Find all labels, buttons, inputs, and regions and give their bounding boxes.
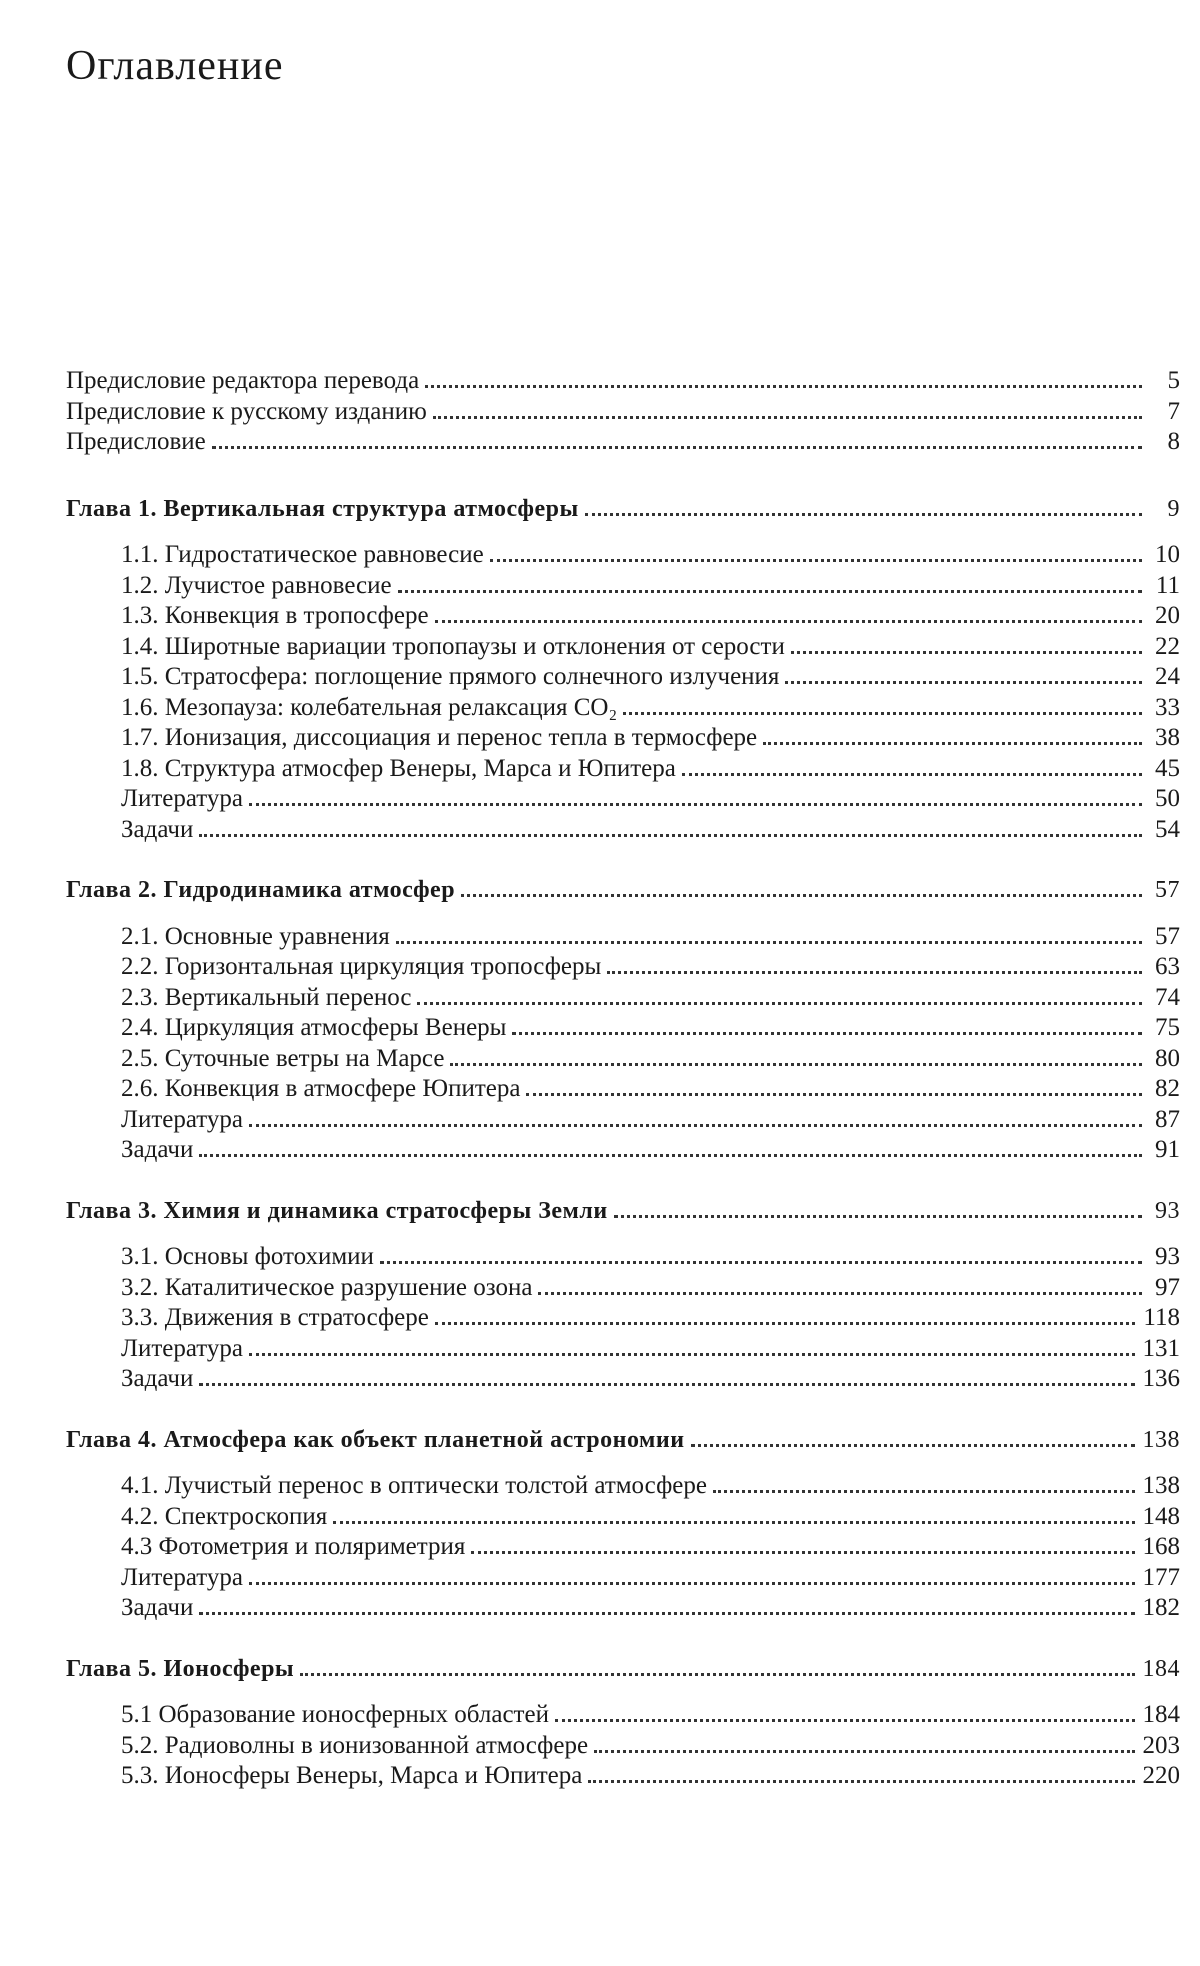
section-entry [66, 754, 1180, 785]
section-label: 5.3. Ионосферы Венеры, Марса и Юпитера [121, 1762, 583, 1789]
chapter-title: Глава 2. Гидродинамика атмосфер [66, 877, 456, 903]
section-page: 91 [1155, 1136, 1180, 1163]
section-entry [66, 983, 1180, 1014]
dot-leader [435, 1322, 1136, 1325]
toc-entry-page: 8 [1167, 428, 1180, 455]
section-page: 24 [1155, 663, 1180, 690]
section-page: 93 [1155, 1243, 1180, 1270]
dot-leader [333, 1521, 1134, 1524]
chapter-heading [66, 494, 1180, 525]
section-entry [66, 1273, 1180, 1304]
dot-leader [471, 1551, 1134, 1554]
toc-entry-page: 7 [1167, 397, 1180, 425]
toc-entry [66, 427, 1180, 458]
section-entry [66, 1593, 1180, 1624]
section-entry [66, 1471, 1180, 1502]
dot-leader [425, 385, 1142, 388]
section-page: 38 [1155, 724, 1180, 751]
dot-leader [199, 1383, 1134, 1386]
dot-leader [249, 803, 1142, 806]
section-label: 1.5. Стратосфера: поглощение прямого солнечного излучения [121, 663, 780, 690]
chapter-3 [66, 1196, 1180, 1395]
section-entry [66, 1502, 1180, 1533]
section-page: 11 [1155, 571, 1180, 599]
section-entry [66, 1334, 1180, 1365]
section-page: 168 [1142, 1533, 1180, 1560]
section-page: 203 [1142, 1731, 1180, 1759]
section-entry [66, 1044, 1180, 1075]
section-entry [66, 571, 1180, 602]
section-page: 80 [1155, 1044, 1180, 1072]
section-label: Задачи [121, 1136, 194, 1163]
section-label: 2.5. Суточные ветры на Марсе [121, 1044, 445, 1072]
dot-leader [490, 559, 1142, 562]
section-entry [66, 1364, 1180, 1395]
section-entry [66, 1303, 1180, 1334]
section-page: 54 [1155, 815, 1180, 843]
section-entry [66, 815, 1180, 846]
section-label: 1.6. Мезопауза: колебательная релаксация CO₂ [121, 693, 618, 721]
dot-leader [785, 681, 1142, 684]
dot-leader [614, 1215, 1142, 1218]
chapter-title: Глава 3. Химия и динамика стратосферы Земли [66, 1197, 608, 1224]
section-entry [66, 723, 1180, 754]
section-entry [66, 952, 1180, 983]
section-label: 3.1. Основы фотохимии [121, 1243, 374, 1270]
section-page: 33 [1155, 693, 1180, 721]
section-page: 87 [1155, 1105, 1180, 1133]
chapter-heading [66, 875, 1180, 906]
section-label: 4.2. Спектроскопия [121, 1502, 328, 1530]
chapter-page: 93 [1155, 1197, 1180, 1224]
dot-leader [623, 712, 1142, 715]
section-page: 131 [1142, 1334, 1180, 1362]
dot-leader [433, 416, 1142, 419]
section-entry [66, 1532, 1180, 1563]
dot-leader [199, 1612, 1134, 1615]
section-page: 184 [1142, 1701, 1180, 1728]
section-entry [66, 1135, 1180, 1166]
chapter-1 [66, 494, 1180, 846]
section-entry [66, 1013, 1180, 1044]
dot-leader [199, 1154, 1142, 1157]
section-page: 220 [1142, 1762, 1180, 1789]
toc-entry-label: Предисловие к русскому изданию [66, 397, 427, 425]
section-entry [66, 1563, 1180, 1594]
section-page: 10 [1155, 541, 1180, 568]
chapter-page: 138 [1142, 1426, 1180, 1453]
dot-leader [585, 513, 1142, 516]
toc-entry [66, 397, 1180, 428]
dot-leader [791, 651, 1142, 654]
section-label: 5.1 Образование ионосферных областей [121, 1701, 549, 1728]
section-page: 20 [1155, 602, 1180, 629]
section-entry [66, 601, 1180, 632]
section-page: 136 [1142, 1365, 1180, 1392]
dot-leader [396, 941, 1142, 944]
section-entry [66, 784, 1180, 815]
section-label: 1.2. Лучистое равновесие [121, 571, 392, 599]
section-page: 118 [1143, 1304, 1180, 1331]
chapter-page: 184 [1142, 1655, 1180, 1682]
chapter-title: Глава 5. Ионосферы [66, 1655, 295, 1682]
chapter-page: 9 [1167, 495, 1180, 522]
dot-leader [212, 446, 1142, 449]
dot-leader [526, 1093, 1142, 1096]
section-label: Задачи [121, 1365, 194, 1392]
section-label: Литература [121, 1334, 243, 1362]
section-entry [66, 1242, 1180, 1273]
chapter-heading [66, 1425, 1180, 1456]
section-label: 1.7. Ионизация, диссоциация и перенос тепла в термосфере [121, 724, 758, 751]
section-page: 97 [1155, 1273, 1180, 1301]
chapter-2 [66, 875, 1180, 1166]
dot-leader [417, 1002, 1142, 1005]
section-label: 1.1. Гидростатическое равновесие [121, 541, 484, 568]
dot-leader [435, 620, 1142, 623]
section-page: 74 [1155, 983, 1180, 1011]
chapter-heading [66, 1654, 1180, 1685]
dot-leader [249, 1353, 1135, 1356]
dot-leader [763, 742, 1142, 745]
section-label: Литература [121, 1105, 243, 1133]
dot-leader [380, 1261, 1142, 1264]
section-label: 3.2. Каталитическое разрушение озона [121, 1273, 533, 1301]
section-label: 1.3. Конвекция в тропосфере [121, 602, 429, 629]
dot-leader [538, 1292, 1142, 1295]
dot-leader [682, 773, 1142, 776]
table-of-contents [66, 366, 1180, 1792]
section-entry [66, 1761, 1180, 1792]
section-label: Литература [121, 785, 243, 812]
section-label: Задачи [121, 1594, 194, 1621]
toc-entry-page: 5 [1167, 367, 1180, 394]
section-label: 2.3. Вертикальный перенос [121, 983, 412, 1011]
section-label: 1.8. Структура атмосфер Венеры, Марса и Юпитера [121, 754, 676, 782]
section-label: 2.1. Основные уравнения [121, 922, 390, 950]
toc-entry-label: Предисловие [66, 428, 206, 455]
dot-leader [450, 1063, 1142, 1066]
section-label: Задачи [121, 815, 194, 843]
section-page: 50 [1155, 785, 1180, 812]
section-page: 138 [1142, 1472, 1180, 1499]
chapter-5 [66, 1654, 1180, 1792]
section-entry [66, 922, 1180, 953]
dot-leader [249, 1124, 1142, 1127]
toc-entry [66, 366, 1180, 397]
section-entry [66, 1074, 1180, 1105]
chapter-4 [66, 1425, 1180, 1624]
section-entry [66, 1731, 1180, 1762]
front-matter [66, 366, 1180, 458]
dot-leader [398, 590, 1142, 593]
dot-leader [691, 1444, 1135, 1447]
section-entry [66, 662, 1180, 693]
section-page: 182 [1142, 1594, 1180, 1621]
section-label: 1.4. Широтные вариации тропопаузы и отклонения от серости [121, 632, 785, 660]
section-page: 82 [1155, 1075, 1180, 1102]
section-label: 2.2. Горизонтальная циркуляция тропосферы [121, 953, 602, 980]
section-page: 63 [1155, 953, 1180, 980]
dot-leader [249, 1582, 1135, 1585]
section-label: 5.2. Радиоволны в ионизованной атмосфере [121, 1731, 589, 1759]
dot-leader [199, 834, 1142, 837]
section-page: 45 [1155, 754, 1180, 782]
section-label: 4.1. Лучистый перенос в оптически толстой атмосфере [121, 1472, 707, 1499]
section-entry [66, 693, 1180, 724]
dot-leader [512, 1032, 1142, 1035]
toc-entry-label: Предисловие редактора перевода [66, 367, 420, 394]
dot-leader [594, 1750, 1134, 1753]
dot-leader [588, 1780, 1134, 1783]
section-page: 75 [1155, 1014, 1180, 1041]
section-label: 4.3 Фотометрия и поляриметрия [121, 1533, 466, 1560]
section-page: 57 [1155, 922, 1180, 950]
dot-leader [300, 1673, 1134, 1676]
dot-leader [607, 971, 1142, 974]
section-label: 2.6. Конвекция в атмосфере Юпитера [121, 1075, 521, 1102]
section-page: 148 [1142, 1502, 1180, 1530]
section-entry [66, 1700, 1180, 1731]
dot-leader [713, 1490, 1135, 1493]
section-page: 22 [1155, 632, 1180, 660]
dot-leader [461, 894, 1142, 897]
chapter-title: Глава 1. Вертикальная структура атмосферы [66, 495, 579, 522]
section-entry [66, 1105, 1180, 1136]
section-label: Литература [121, 1563, 243, 1591]
dot-leader [555, 1719, 1135, 1722]
section-label: 3.3. Движения в стратосфере [121, 1304, 429, 1331]
section-label: 2.4. Циркуляция атмосферы Венеры [121, 1014, 507, 1041]
chapter-heading [66, 1196, 1180, 1227]
section-entry [66, 632, 1180, 663]
page-title: Оглавление [66, 43, 284, 90]
section-page: 177 [1142, 1563, 1180, 1591]
chapter-title: Глава 4. Атмосфера как объект планетной астрономии [66, 1426, 685, 1453]
section-entry [66, 540, 1180, 571]
chapter-page: 57 [1155, 877, 1180, 903]
